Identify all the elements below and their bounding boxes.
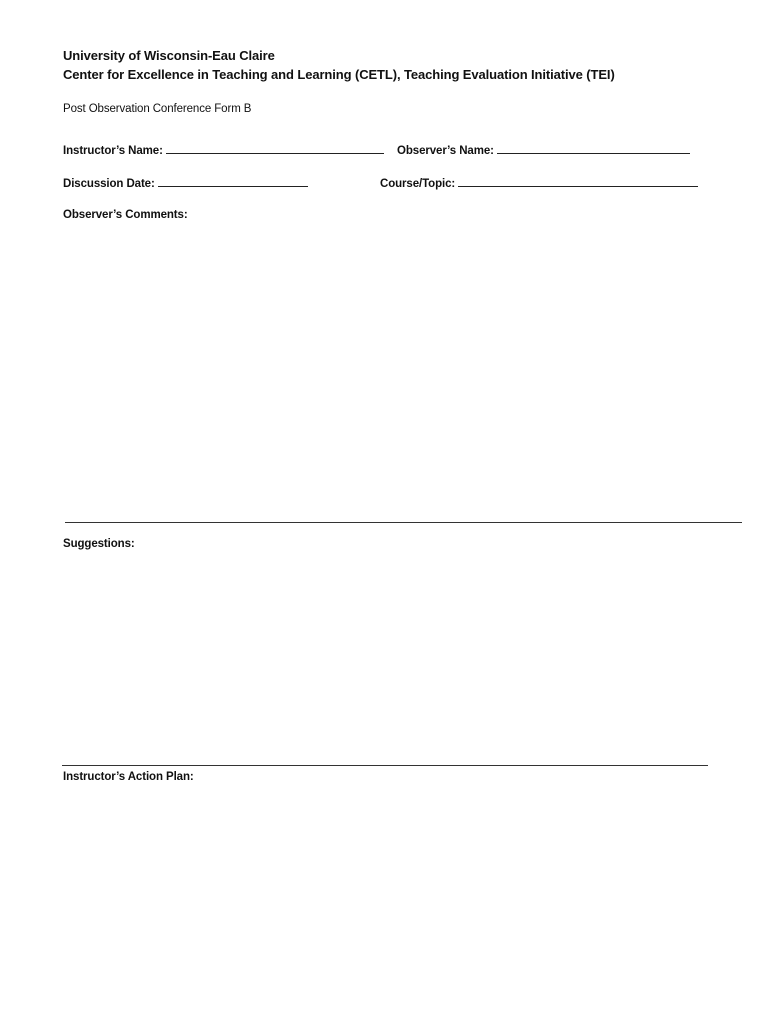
observer-name-field[interactable] [497, 143, 690, 154]
action-plan-heading: Instructor’s Action Plan: [63, 771, 194, 783]
course-topic-field[interactable] [458, 176, 698, 187]
center-title: Center for Excellence in Teaching and Learning (CETL), Teaching Evaluation Initiative (TEI) [63, 67, 615, 82]
suggestions-area[interactable] [63, 557, 708, 762]
instructor-name-row [63, 143, 384, 157]
action-plan-area[interactable] [63, 790, 708, 1000]
discussion-date-field[interactable] [158, 176, 308, 187]
course-topic-row [380, 176, 698, 190]
institution-title: University of Wisconsin-Eau Claire [63, 48, 275, 63]
course-topic-label: Course/Topic: [380, 178, 456, 190]
form-title: Post Observation Conference Form B [63, 103, 252, 115]
observer-comments-area[interactable] [63, 228, 741, 518]
observer-name-label: Observer’s Name: [397, 145, 494, 157]
instructor-name-field[interactable] [166, 143, 384, 154]
discussion-date-label: Discussion Date: [63, 178, 155, 190]
suggestions-heading: Suggestions: [63, 538, 135, 550]
suggestions-divider [62, 765, 708, 766]
discussion-date-row [63, 176, 308, 190]
instructor-name-label: Instructor’s Name: [63, 145, 163, 157]
observer-comments-heading: Observer’s Comments: [63, 209, 188, 221]
comments-divider [65, 522, 742, 523]
observer-name-row [397, 143, 690, 157]
